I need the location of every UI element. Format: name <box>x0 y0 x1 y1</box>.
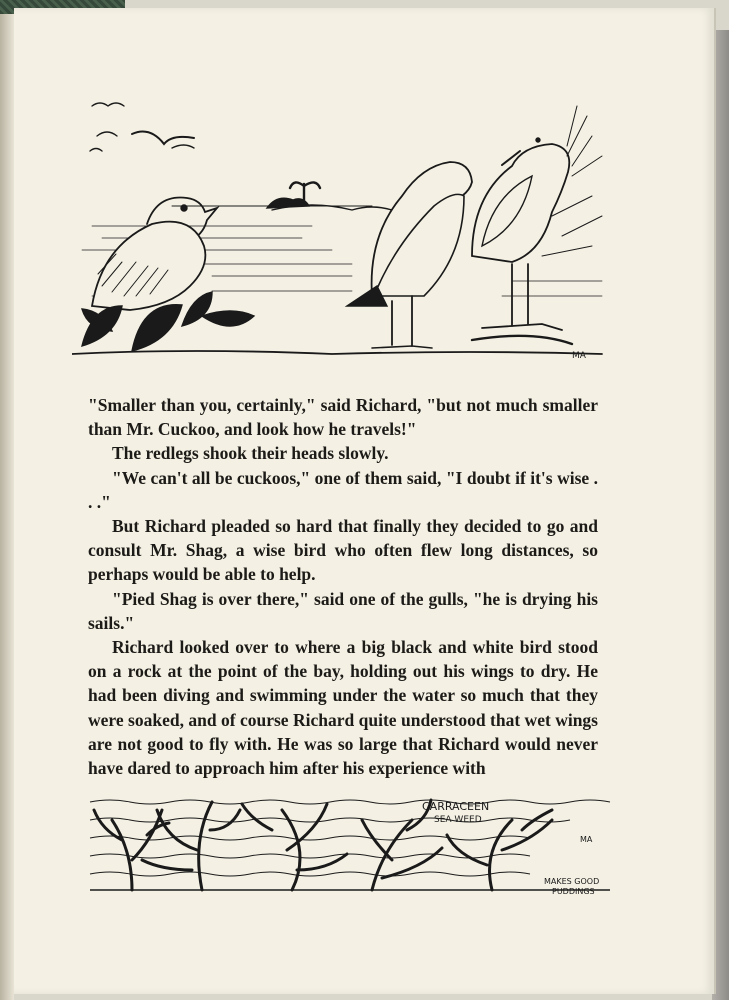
paragraph: "Smaller than you, certainly," said Richard, "but not much smaller than Mr. Cuckoo, and look how he travels!" <box>88 395 598 440</box>
seaweed-caption: CARRACEEN <box>422 800 490 813</box>
paragraph: "We can't all be cuckoos," one of them said, "I doubt if it's wise . . ." <box>88 467 598 512</box>
seaweed-note-2: PUDDINGS <box>552 887 595 896</box>
page-edge <box>712 30 729 1000</box>
seaweed-illustration <box>72 790 612 900</box>
paragraph: The redlegs shook their heads slowly. <box>112 443 389 464</box>
paragraph: "Pied Shag is over there," said one of the gulls, "he is drying his sails." <box>88 588 598 633</box>
book-spine <box>0 0 14 1000</box>
seaweed-caption-2: SEA WEED <box>434 815 482 825</box>
body-text <box>88 393 598 780</box>
birds-on-shore-illustration <box>72 96 612 366</box>
seaweed-note-1: MAKES GOOD <box>544 877 600 886</box>
top-illustration-signature: MA <box>572 351 586 361</box>
bottom-illustration-signature: MA <box>580 835 593 844</box>
paragraph: But Richard pleaded so hard that finally they decided to go and consult Mr. Shag, a wise bird who often flew long distances, so perhaps would be able to help. <box>88 516 598 585</box>
flying-bird-icon <box>92 103 124 106</box>
paragraph: Richard looked over to where a big black and white bird stood on a rock at the point of the bay, holding out his wings to dry. He had been diving and swimming under the water so much that they were soaked, and of course Richard quite understood that wet wings are not good to fly with. He was so large that Richard would never have dared to approach him after his experience with <box>88 637 598 779</box>
